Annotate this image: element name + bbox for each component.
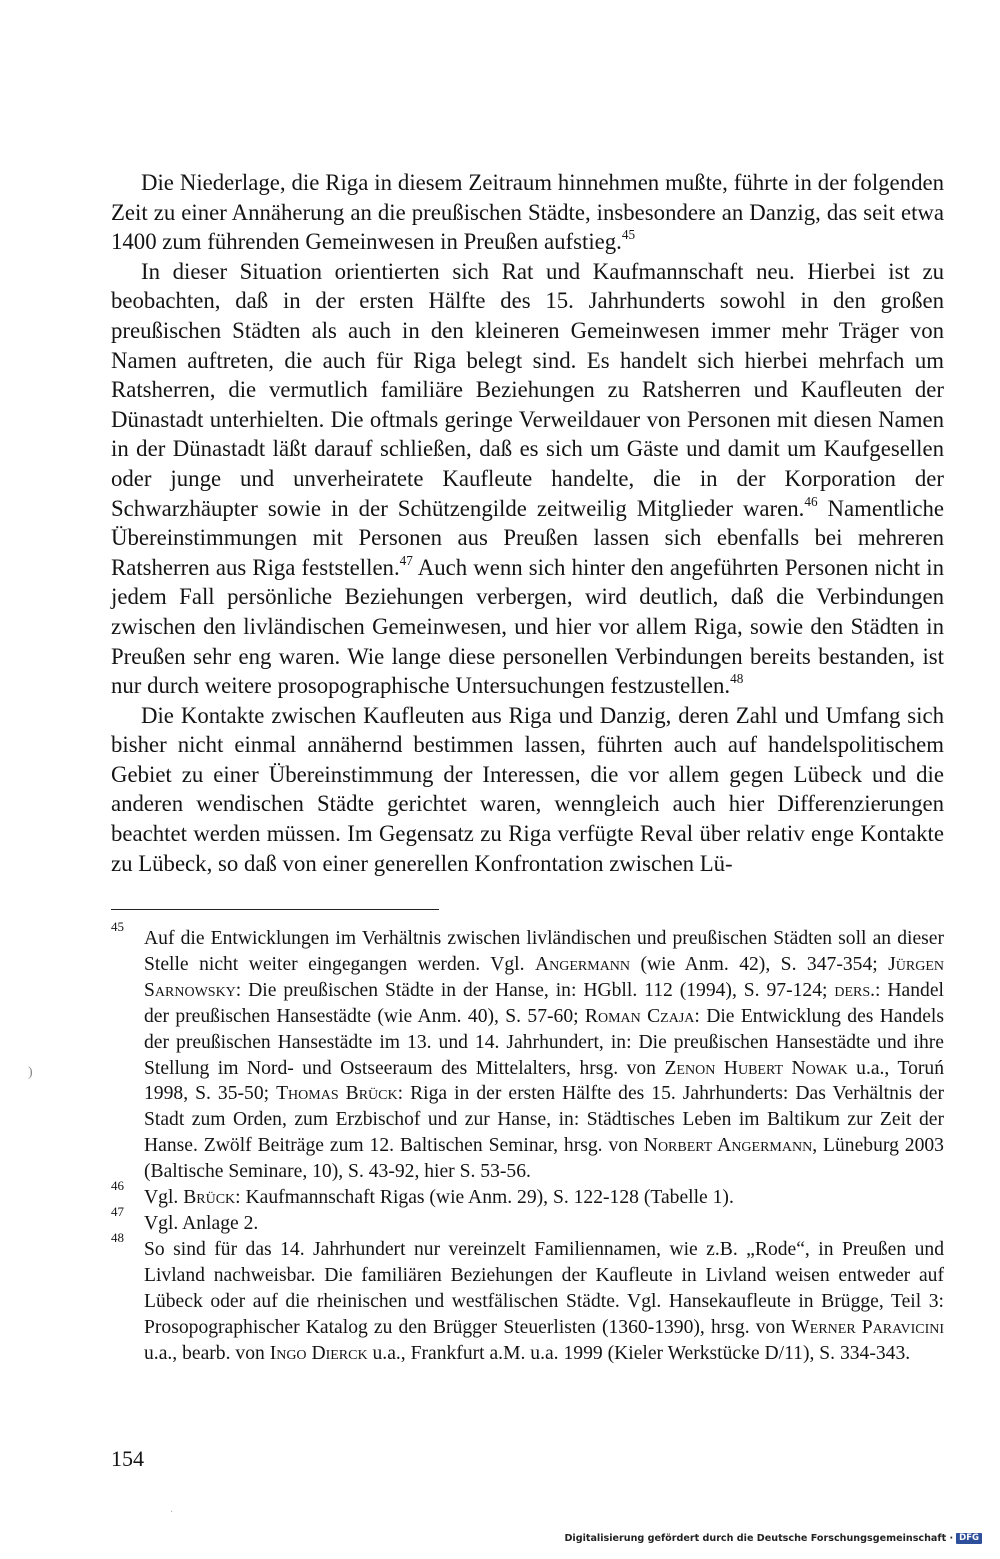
footnote-reference: 48 (730, 671, 744, 687)
footnote-number: 45 (111, 919, 124, 934)
author-name: ders. (834, 979, 876, 1001)
footnote-separator (111, 909, 439, 910)
text-segment: u.a., Frankfurt a.M. u.a. 1999 (Kieler Werkstücke D/11), S. 334-343. (367, 1342, 911, 1364)
digitization-credit (564, 1533, 982, 1544)
paragraph-3 (111, 701, 944, 879)
footnote-number: 46 (111, 1178, 124, 1194)
text-segment: Vgl. Anlage 2. (144, 1212, 259, 1234)
footnote-reference: 45 (621, 227, 636, 243)
footnote-number: 48 (111, 1229, 124, 1245)
text-segment: , Lüneburg 2003 (Baltische Seminare, 10), S. 43-92, hier S. 53-56. (144, 1135, 944, 1183)
text-segment: (wie Anm. 42), S. 347-354; (630, 953, 889, 975)
text-segment: Namentliche Übereinstimmungen mit Personen aus Preußen lassen sich ebenfalls bei mehreren Ratsherren aus Riga feststellen. (111, 495, 944, 580)
author-name: Roman Czaja (584, 1005, 695, 1027)
text-segment: Auf die Entwicklungen im Verhältnis zwischen livländischen und preußischen Städten soll an dieser Stelle nicht weiter eingegangen werden. Vgl. (144, 928, 944, 975)
text-segment: Die Niederlage, die Riga in diesem Zeitraum hinnehmen mußte, führte in der folgenden Zeit zu einer Annäherung an die preußischen Städte, insbesondere an Danzig, das seit etwa 1400 zum führenden Gemeinwesen in Preußen aufstieg. (111, 170, 944, 255)
text-segment: Die Kontakte zwischen Kaufleuten aus Riga und Danzig, deren Zahl und Umfang sich bisher nicht einmal annähernd bestimmen lassen, führten auch auf handelspolitischem Gebiet zu einer Übereinstimmung der Interessen, die vor allem gegen Lübeck und die anderen wendischen Städte gerichtet waren, wenngleich auch hier Differenzierungen beachtet werden müssen. Im Gegensatz zu Riga verfügte Reval über relativ enge Kontakte zu Lübeck, so daß von einer generellen Konfrontation zwischen Lü- (111, 702, 944, 876)
author-name: Angermann (534, 953, 631, 975)
footnote-reference: 46 (804, 493, 818, 509)
stray-dot: · (170, 1507, 174, 1518)
author-name: Zenon Hubert Nowak (664, 1057, 848, 1079)
paragraph-2 (111, 257, 944, 701)
footnotes (111, 919, 944, 1366)
margin-mark: ) (28, 1065, 33, 1080)
author-name: Jürgen Sarnowsky (144, 953, 944, 1001)
author-name: Thomas Brück (276, 1083, 398, 1105)
footnote-47 (111, 1203, 944, 1237)
page-number: 154 (111, 1446, 144, 1471)
text-segment: : Die preußischen Städte in der Hanse, in: HGbll. 112 (1994), S. 97-124; (235, 979, 835, 1001)
text-segment: Vgl. (144, 1187, 184, 1209)
text-segment: : Handel der preußischen Hansestädte (wie Anm. 40), S. 57-60; (144, 979, 944, 1027)
text-segment: : Kaufmannschaft Rigas (wie Anm. 29), S. 122-128 (Tabelle 1). (235, 1187, 734, 1209)
text-segment: : Die Entwicklung des Handels der preußischen Hansestädte im 13. und 14. Jahrhundert, in: Die preußischen Hansestädte und ihre Stellung im Nord- und Ostseeraum des Mittelalters, hrsg. von (144, 1005, 944, 1079)
author-name: Brück (183, 1187, 236, 1209)
text-segment: u.a., bearb. von (144, 1342, 270, 1364)
body-text (111, 168, 944, 878)
author-name: Werner Paravicini (791, 1316, 944, 1338)
author-name: Norbert Angermann (643, 1135, 813, 1157)
footnote-text (144, 1239, 944, 1364)
text-segment: Auch wenn sich hinter den angeführten Personen nicht in jedem Fall persönliche Beziehungen verbergen, wird deutlich, daß die Verbindungen zwischen den livländischen Gemeinwesen, und hier vor allem Riga, sowie den Städten in Preußen sehr eng waren. Wie lange diese personellen Verbindungen bereits bestanden, ist nur durch weitere prosopographische Untersuchungen festzustellen. (111, 554, 944, 699)
footnote-text (144, 1187, 734, 1208)
footnote-text (144, 928, 944, 1182)
footnote-text (144, 1213, 258, 1234)
dfg-logo: DFG (956, 1533, 982, 1544)
text-segment: In dieser Situation orientierten sich Rat und Kaufmannschaft neu. Hierbei ist zu beobachten, daß in der ersten Hälfte des 15. Jahrhunderts sowohl in den großen preußischen Städten als auch in den kleineren Gemeinwesen immer mehr Träger von Namen auftreten, die auch für Riga belegt sind. Es handelt sich hierbei mehrfach um Ratsherren, die vermutlich familiäre Beziehungen zu Ratsherren und Kaufleuten der Dünastadt unterhielten. Die oftmals geringe Verweildauer von Personen mit diesen Namen in der Dünastadt läßt darauf schließen, daß es sich um Gäste und damit um Kaufgesellen oder junge und unverheiratete Kaufleute handelte, die in der Korporation der Schwarzhäupter sowie in der Schützengilde zeitweilig Mitglieder waren. (111, 258, 944, 521)
text-segment: u.a., Toruń 1998, S. 35-50; (144, 1057, 944, 1105)
footnote-number: 47 (111, 1203, 124, 1219)
footnote-46 (111, 1178, 944, 1211)
footnote-48 (111, 1229, 944, 1367)
footnote-reference: 47 (399, 552, 413, 568)
paragraph-1 (111, 168, 944, 257)
author-name: Ingo Dierck (269, 1342, 368, 1364)
footnote-45 (111, 919, 944, 1185)
credit-text: Digitalisierung gefördert durch die Deutsche Forschungsgemeinschaft · (564, 1533, 954, 1544)
text-segment: : Riga in der ersten Hälfte des 15. Jahrhunderts: Das Verhältnis der Stadt zum Orden, zum Erzbischof und zur Hanse, in: Städtisches Leben im Baltikum zur Zeit der Hanse. Zwölf Beiträge zum 12. Baltischen Seminar, hrsg. von (144, 1083, 944, 1157)
text-segment: So sind für das 14. Jahrhundert nur vereinzelt Familiennamen, wie z.B. „Rode“, in Preußen und Livland nachweisbar. Die familiären Beziehungen der Kaufleute in Livland weisen entweder auf Lübeck oder auf die rheinischen und westfälischen Städte. Vgl. Hansekaufleute in Brügge, Teil 3: Prosopographischer Katalog zu den Brügger Steuerlisten (1360-1390), hrsg. von (144, 1238, 944, 1338)
